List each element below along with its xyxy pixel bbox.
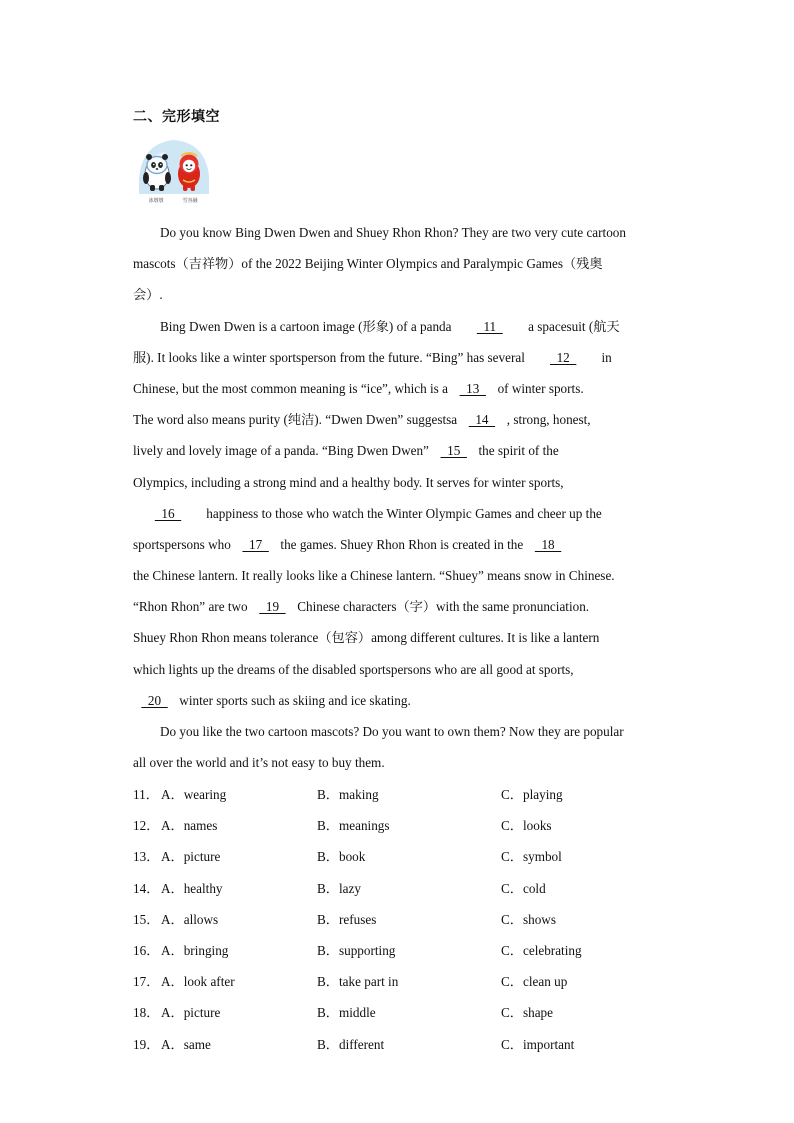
question-number: 18． bbox=[133, 1005, 160, 1021]
option-b[interactable]: B．different bbox=[317, 1036, 385, 1052]
option-b[interactable]: B．meanings bbox=[317, 818, 390, 834]
passage-text: Olympics, including a strong mind and a healthy body. It serves for winter sports, bbox=[133, 474, 564, 490]
blank-17: 17 bbox=[242, 536, 269, 552]
passage-text: lively and lovely image of a panda. “Bing Dwen Dwen” bbox=[133, 443, 433, 459]
passage-text: which lights up the dreams of the disabled sportspersons who are all good at sports, bbox=[133, 661, 574, 677]
passage-line bbox=[133, 378, 663, 409]
question-row bbox=[133, 1002, 663, 1033]
blank-16: 16 bbox=[154, 505, 182, 521]
option-a[interactable]: A．picture bbox=[161, 1005, 221, 1021]
mascots-illustration bbox=[135, 136, 213, 206]
question-row bbox=[133, 971, 663, 1002]
cloze-passage bbox=[133, 222, 663, 783]
option-b[interactable]: B．middle bbox=[317, 1005, 376, 1021]
passage-line bbox=[133, 316, 663, 347]
question-number: 12． bbox=[133, 818, 160, 834]
option-b[interactable]: B．supporting bbox=[317, 942, 396, 958]
option-c[interactable]: C．symbol bbox=[501, 849, 562, 865]
question-row bbox=[133, 940, 663, 971]
question-row bbox=[133, 846, 663, 877]
option-c[interactable]: C．shape bbox=[501, 1005, 554, 1021]
blank-20: 20 bbox=[141, 692, 168, 708]
blank-18: 18 bbox=[534, 536, 562, 552]
passage-line bbox=[133, 721, 663, 752]
passage-text: happiness to those who watch the Winter Olympic Games and cheer up the bbox=[203, 505, 602, 521]
passage-line bbox=[133, 440, 663, 471]
option-c[interactable]: C．celebrating bbox=[501, 942, 582, 958]
passage-text: winter sports such as skiing and ice skating. bbox=[176, 692, 411, 708]
passage-line bbox=[133, 534, 663, 565]
passage-text: the spirit of the bbox=[475, 443, 559, 459]
blank-14: 14 bbox=[468, 412, 496, 428]
option-b[interactable]: B．book bbox=[317, 849, 366, 865]
passage-text: 会）. bbox=[133, 287, 163, 303]
passage-text: Bing Dwen Dwen is a cartoon image (形象) of a panda bbox=[160, 318, 455, 334]
passage-text: Chinese characters（字）with the same pronunciation. bbox=[293, 599, 590, 615]
passage-text: Shuey Rhon Rhon means tolerance（包容）among different cultures. It is like a lantern bbox=[133, 630, 600, 646]
option-b[interactable]: B．take part in bbox=[317, 974, 399, 990]
option-a[interactable]: A．healthy bbox=[161, 880, 223, 896]
question-number: 19． bbox=[133, 1036, 160, 1052]
option-c[interactable]: C．important bbox=[501, 1036, 575, 1052]
passage-line bbox=[133, 409, 663, 440]
passage-line bbox=[133, 284, 663, 315]
option-a[interactable]: A．look after bbox=[161, 974, 235, 990]
passage-text: “Rhon Rhon” are two bbox=[133, 599, 251, 615]
passage-text: the Chinese lantern. It really looks like a Chinese lantern. “Shuey” means snow in Chinese. bbox=[133, 568, 615, 584]
option-c[interactable]: C．looks bbox=[501, 818, 552, 834]
passage-line bbox=[133, 627, 663, 658]
question-row bbox=[133, 909, 663, 940]
question-row bbox=[133, 1034, 663, 1065]
lantern-mascot-label: 雪容融 bbox=[182, 198, 198, 204]
passage-line bbox=[133, 222, 663, 253]
option-a[interactable]: A．names bbox=[161, 818, 218, 834]
blank-19: 19 bbox=[259, 599, 286, 615]
option-b[interactable]: B．lazy bbox=[317, 880, 361, 896]
option-a[interactable]: A．allows bbox=[161, 911, 219, 927]
passage-text: Chinese, but the most common meaning is “ice”, which is a bbox=[133, 380, 452, 396]
passage-text: The word also means purity (纯洁). “Dwen Dwen” suggestsa bbox=[133, 412, 461, 428]
panda-mascot-label: 冰墩墩 bbox=[148, 198, 164, 204]
passage-line bbox=[133, 347, 663, 378]
passage-text: in bbox=[598, 349, 612, 365]
option-c[interactable]: C．clean up bbox=[501, 974, 568, 990]
blank-12: 12 bbox=[549, 349, 577, 365]
blank-11: 11 bbox=[476, 318, 503, 334]
passage-text: all over the world and it’s not easy to buy them. bbox=[133, 755, 385, 771]
question-row bbox=[133, 815, 663, 846]
passage-line bbox=[133, 472, 663, 503]
option-c[interactable]: C．playing bbox=[501, 787, 563, 802]
mascot-image bbox=[135, 136, 213, 206]
blank-13: 13 bbox=[459, 380, 486, 396]
passage-line bbox=[133, 690, 663, 721]
option-c[interactable]: C．shows bbox=[501, 911, 556, 927]
question-number: 17． bbox=[133, 974, 160, 990]
passage-text: Do you know Bing Dwen Dwen and Shuey Rhon Rhon? They are two very cute cartoon bbox=[160, 225, 626, 240]
passage-text: 服). It looks like a winter sportsperson from the future. “Bing” has several bbox=[133, 349, 529, 365]
question-number: 11． bbox=[133, 787, 159, 802]
passage-text: of winter sports. bbox=[494, 380, 584, 396]
passage-line bbox=[133, 659, 663, 690]
question-number: 14． bbox=[133, 880, 160, 896]
question-number: 13． bbox=[133, 849, 160, 865]
option-a[interactable]: A．wearing bbox=[161, 787, 227, 802]
option-a[interactable]: A．picture bbox=[161, 849, 221, 865]
passage-line bbox=[133, 253, 663, 284]
passage-line bbox=[133, 596, 663, 627]
passage-text: the games. Shuey Rhon Rhon is created in the bbox=[277, 536, 527, 552]
option-c[interactable]: C．cold bbox=[501, 880, 546, 896]
passage-line bbox=[133, 752, 663, 783]
question-number: 15． bbox=[133, 911, 160, 927]
passage-text: Do you like the two cartoon mascots? Do you want to own them? Now they are popular bbox=[160, 724, 624, 739]
question-row bbox=[133, 784, 663, 815]
passage-text: mascots（吉祥物）of the 2022 Beijing Winter Olympics and Paralympic Games（残奥 bbox=[133, 256, 603, 272]
passage-text: a spacesuit (航天 bbox=[524, 318, 620, 334]
section-title: 二、完形填空 bbox=[133, 109, 220, 125]
passage-text: , strong, honest, bbox=[503, 412, 591, 428]
option-b[interactable]: B．refuses bbox=[317, 911, 377, 927]
option-b[interactable]: B．making bbox=[317, 787, 379, 802]
question-row bbox=[133, 878, 663, 909]
passage-line bbox=[133, 565, 663, 596]
passage-text: sportspersons who bbox=[133, 536, 235, 552]
option-a[interactable]: A．bringing bbox=[161, 942, 229, 958]
question-list bbox=[133, 784, 663, 1065]
passage-line bbox=[133, 503, 663, 534]
question-number: 16． bbox=[133, 942, 160, 958]
option-a[interactable]: A．same bbox=[161, 1036, 211, 1052]
blank-15: 15 bbox=[440, 443, 467, 459]
